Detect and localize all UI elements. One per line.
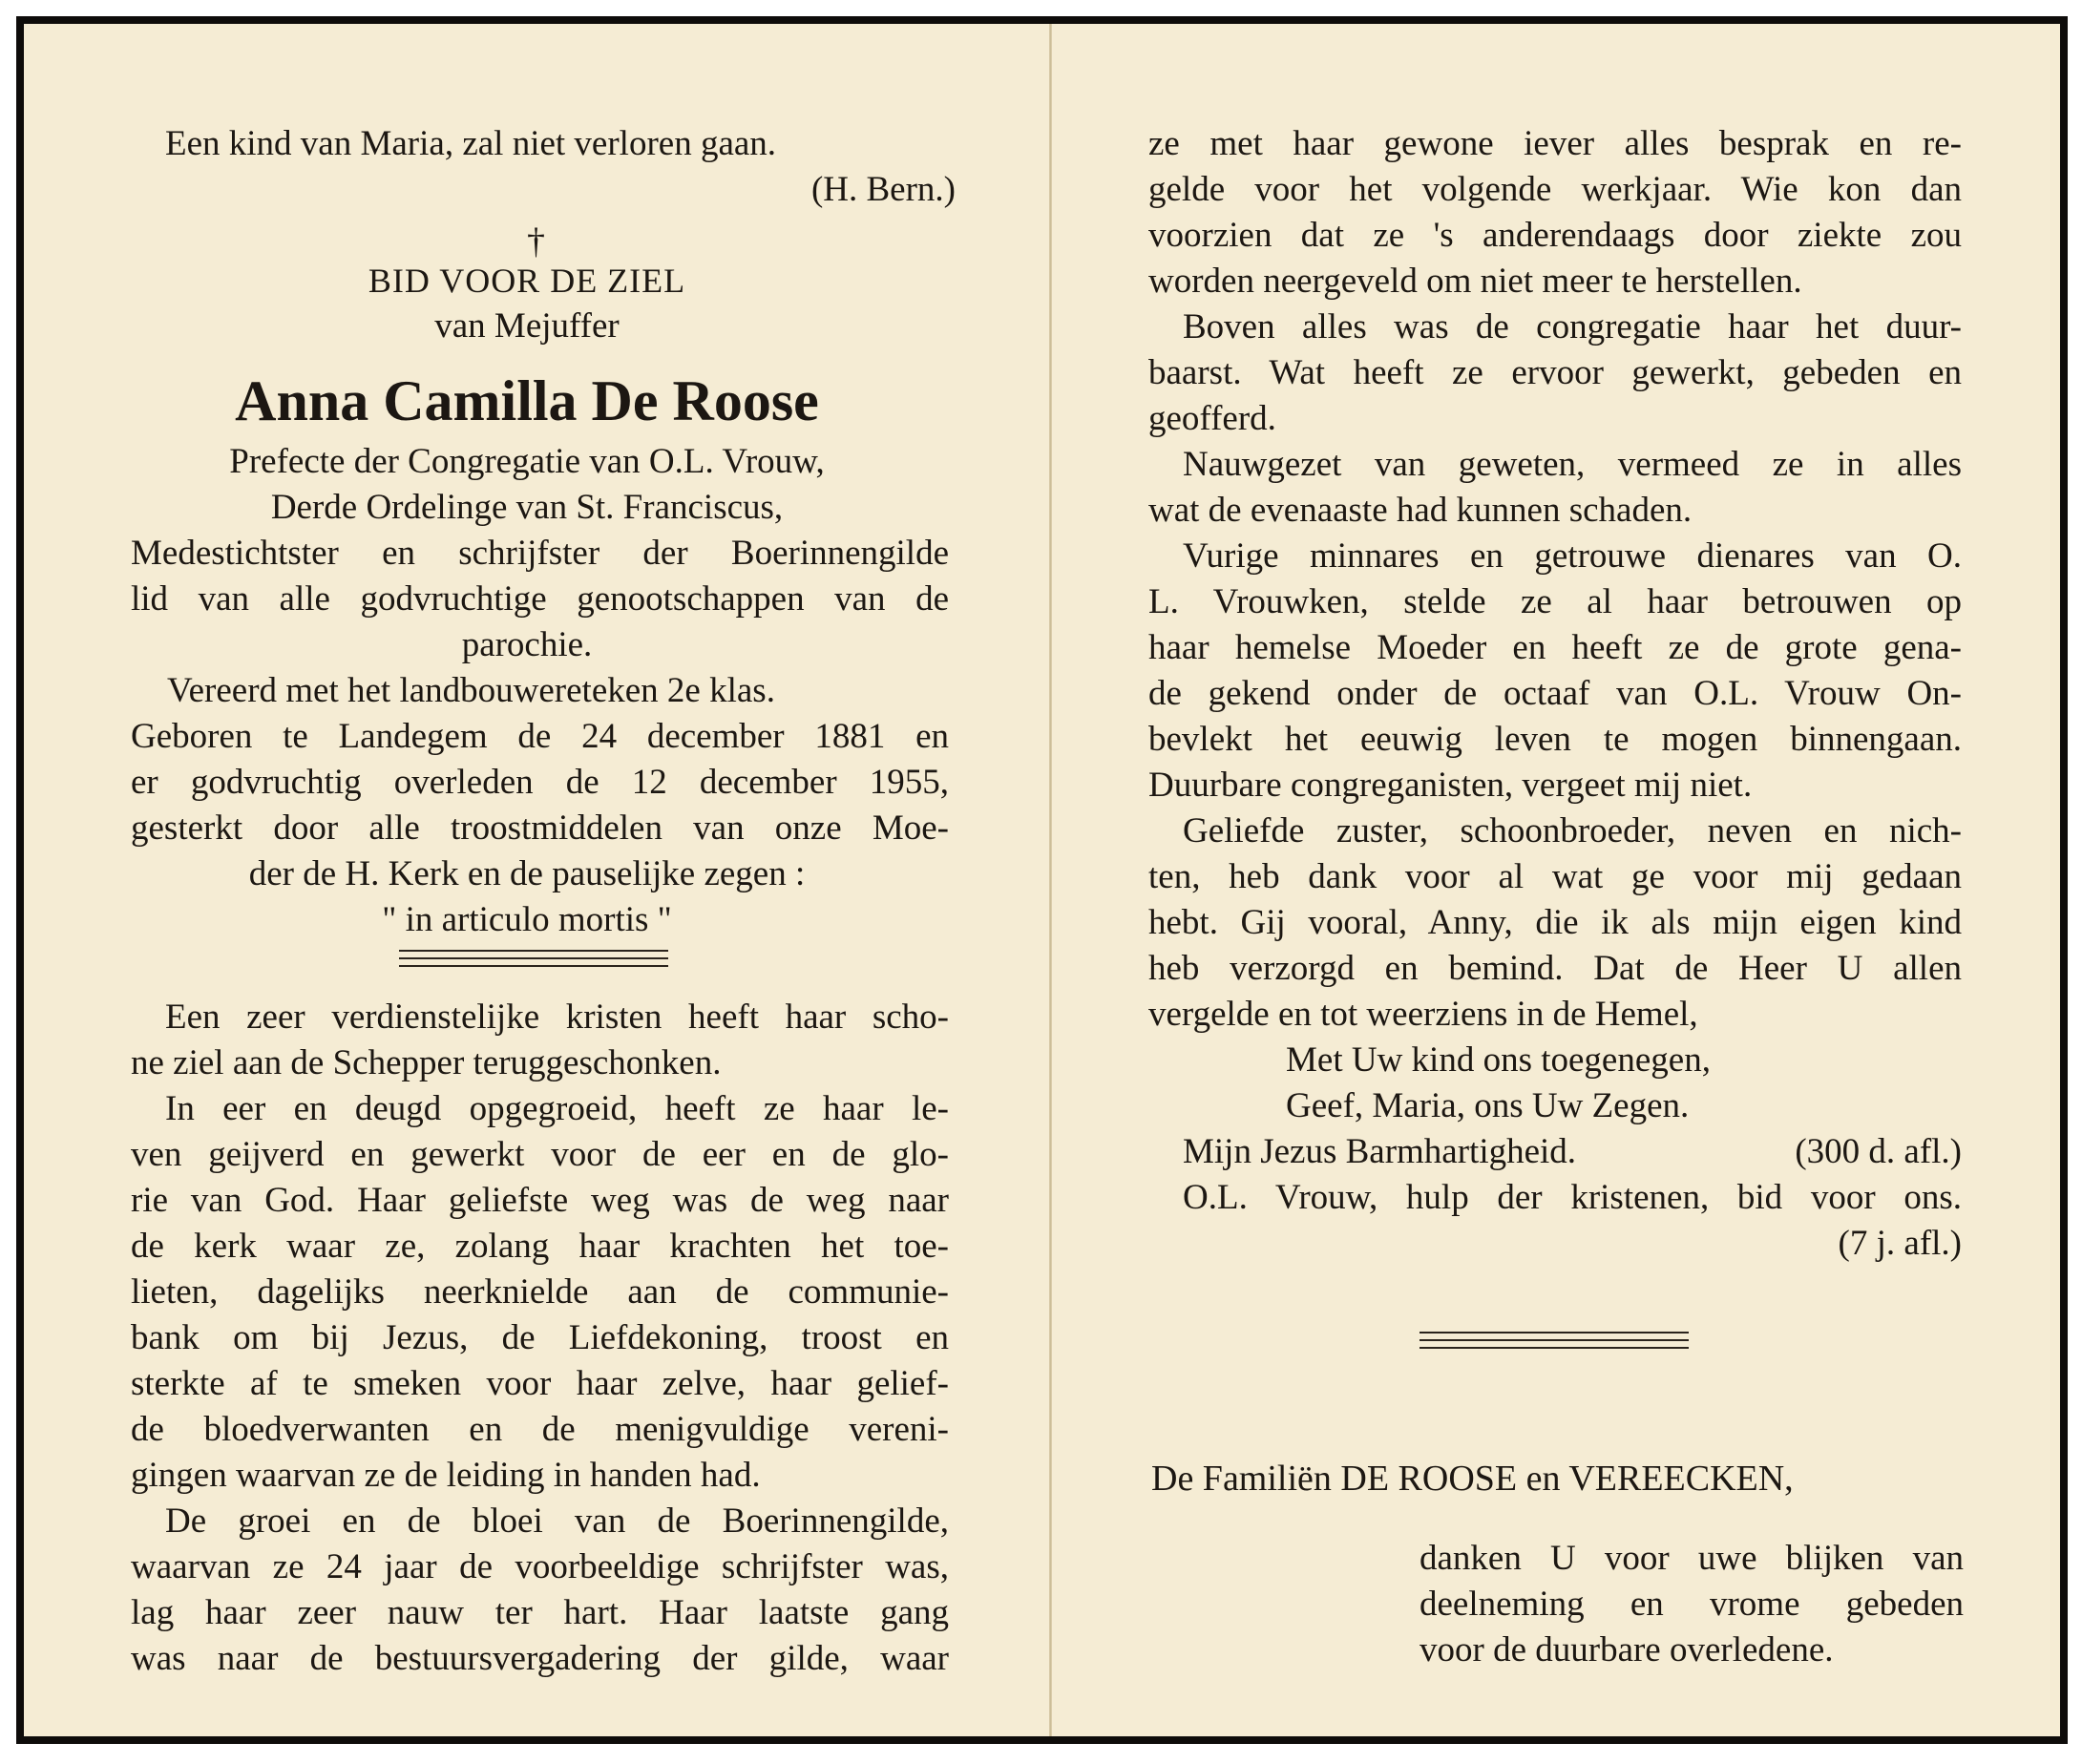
- body-line: geofferd.: [1148, 399, 1276, 438]
- dates-line: er godvruchtig overleden de 12 december 1955,: [131, 763, 949, 802]
- heading: BID VOOR DE ZIEL: [368, 262, 686, 300]
- motto: Een kind van Maria, zal niet verloren gaan.: [165, 124, 777, 163]
- dates-line: Vereerd met het landbouwereteken 2e klas.: [167, 671, 775, 710]
- body-line: de bloedverwanten en de menigvuldige vereni-: [131, 1410, 949, 1449]
- divider: [399, 950, 668, 968]
- prayer-line: Geef, Maria, ons Uw Zegen.: [1286, 1086, 1690, 1125]
- body-line: Vurige minnares en getrouwe dienares van O.: [1183, 536, 1962, 576]
- motto-source: (H. Bern.): [810, 170, 956, 209]
- body-line: bank om bij Jezus, de Liefdekoning, troost en: [131, 1318, 949, 1357]
- body-line: vergelde en tot weerziens in de Hemel,: [1148, 995, 1698, 1034]
- indulgence-text: Mijn Jezus Barmhartigheid.: [1183, 1132, 1577, 1171]
- body-line: hebt. Gij vooral, Anny, die ik als mijn eigen kind: [1148, 903, 1962, 942]
- body-line: Een zeer verdienstelijke kristen heeft haar scho-: [165, 998, 949, 1037]
- body-line: ven geijverd en gewerkt voor de eer en de glo-: [131, 1135, 949, 1174]
- bio-line: Prefecte der Congregatie van O.L. Vrouw,: [229, 442, 825, 481]
- indulgence-note: (7 j. afl.): [1838, 1224, 1962, 1263]
- body-line: bevlekt het eeuwig leven te mogen binnengaan.: [1148, 720, 1962, 759]
- dates-line: " in articulo mortis ": [382, 900, 672, 939]
- body-line: was naar de bestuursvergadering der gilde, waar: [131, 1639, 949, 1678]
- bio-line: Medestichtster en schrijfster der Boerinnengilde: [131, 534, 949, 573]
- body-line: gingen waarvan ze de leiding in handen had.: [131, 1456, 761, 1495]
- body-line: worden neergeveld om niet meer te herstellen.: [1148, 262, 1802, 301]
- deceased-name: Anna Camilla De Roose: [235, 369, 819, 432]
- body-line: heb verzorgd en bemind. Dat de Heer U allen: [1148, 949, 1962, 988]
- body-line: De groei en de bloei van de Boerinnengilde,: [165, 1502, 949, 1541]
- body-line: In eer en deugd opgegroeid, heeft ze haar le-: [165, 1089, 949, 1128]
- right-panel: [1052, 24, 2068, 1736]
- thanks-line: deelneming en vrome gebeden: [1420, 1585, 1964, 1624]
- body-line: lag haar zeer nauw ter hart. Haar laatste gang: [131, 1593, 949, 1632]
- body-line: de kerk waar ze, zolang haar krachten het toe-: [131, 1227, 949, 1266]
- dates-line: der de H. Kerk en de pauselijke zegen :: [248, 854, 806, 893]
- body-line: sterkte af te smeken voor haar zelve, haar gelief-: [131, 1364, 949, 1403]
- body-line: Boven alles was de congregatie haar het duur-: [1183, 307, 1962, 346]
- bio-line: lid van alle godvruchtige genootschappen van de: [131, 579, 949, 619]
- body-line: Nauwgezet van geweten, vermeed ze in alles: [1183, 445, 1962, 484]
- dates-line: gesterkt door alle troostmiddelen van onze Moe-: [131, 808, 949, 848]
- memorial-card: [16, 16, 2068, 1744]
- body-line: haar hemelse Moeder en heeft ze de grote gena-: [1148, 628, 1962, 667]
- body-line: Duurbare congreganisten, vergeet mij niet.: [1148, 766, 1753, 805]
- families-line: De Familiën DE ROOSE en VEREECKEN,: [1151, 1459, 1794, 1499]
- thanks-line: voor de duurbare overledene.: [1420, 1630, 1834, 1670]
- body-line: ten, heb dank voor al wat ge voor mij gedaan: [1148, 857, 1962, 896]
- indulgence-note: (300 d. afl.): [1795, 1132, 1962, 1171]
- body-line: ze met haar gewone iever alles besprak en re-: [1148, 124, 1962, 163]
- bio-line: parochie.: [461, 625, 593, 664]
- cross-icon: †: [527, 221, 545, 262]
- body-line: lieten, dagelijks neerknielde aan de communie-: [131, 1272, 949, 1312]
- bio-line: Derde Ordelinge van St. Franciscus,: [270, 488, 784, 527]
- body-line: de gekend onder de octaaf van O.L. Vrouw On-: [1148, 674, 1962, 713]
- left-panel: [24, 24, 1049, 1736]
- divider: [1420, 1332, 1689, 1350]
- body-line: baarst. Wat heeft ze ervoor gewerkt, gebeden en: [1148, 353, 1962, 392]
- indulgence-text: O.L. Vrouw, hulp der kristenen, bid voor ons.: [1183, 1178, 1962, 1217]
- body-line: ne ziel aan de Schepper teruggeschonken.: [131, 1043, 722, 1082]
- body-line: rie van God. Haar geliefste weg was de weg naar: [131, 1181, 949, 1220]
- body-line: waarvan ze 24 jaar de voorbeeldige schrijfster was,: [131, 1547, 949, 1586]
- thanks-line: danken U voor uwe blijken van: [1420, 1539, 1964, 1578]
- prayer-line: Met Uw kind ons toegenegen,: [1286, 1040, 1711, 1080]
- name-prefix: van Mejuffer: [434, 306, 620, 346]
- dates-line: Geboren te Landegem de 24 december 1881 en: [131, 717, 949, 756]
- body-line: Geliefde zuster, schoonbroeder, neven en nich-: [1183, 811, 1962, 850]
- body-line: gelde voor het volgende werkjaar. Wie kon dan: [1148, 170, 1962, 209]
- body-line: wat de evenaaste had kunnen schaden.: [1148, 491, 1693, 530]
- body-line: L. Vrouwken, stelde ze al haar betrouwen op: [1148, 582, 1962, 621]
- body-line: voorzien dat ze 's anderendaags door ziekte zou: [1148, 216, 1962, 255]
